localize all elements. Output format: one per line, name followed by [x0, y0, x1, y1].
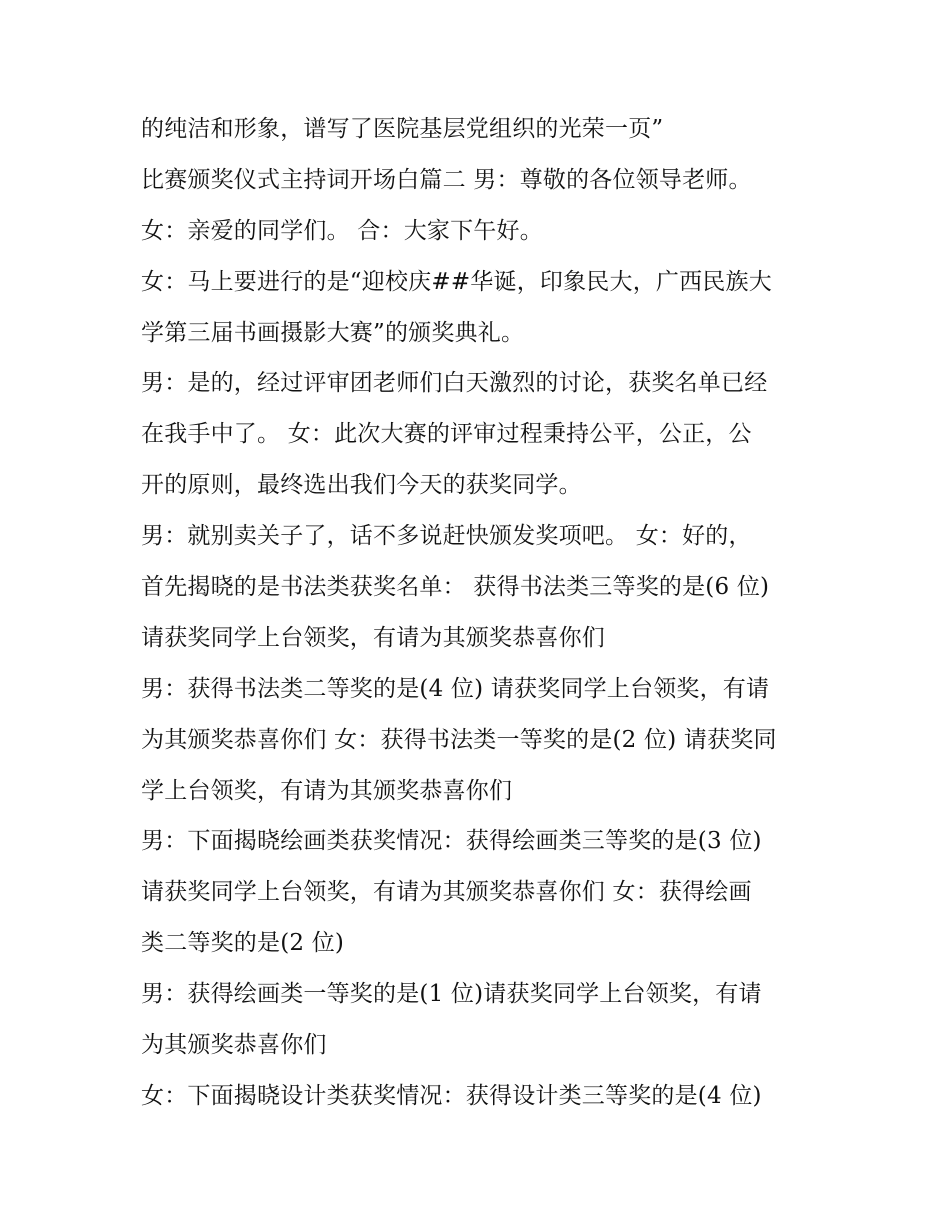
- text-line-2: 比赛颁奖仪式主持词开场白篇二 男：尊敬的各位领导老师。: [141, 166, 752, 193]
- text-line-19: 为其颁奖恭喜你们: [141, 1032, 327, 1059]
- text-line-5: 学第三届书画摄影大赛”的颁奖典礼。: [141, 319, 525, 346]
- text-line-15: 男：下面揭晓绘画类获奖情况：获得绘画类三等奖的是(3 位): [141, 828, 762, 855]
- text-line-17: 类二等奖的是(2 位): [141, 930, 345, 957]
- text-line-6: 男：是的，经过评审团老师们白天激烈的讨论，获奖名单已经: [141, 370, 768, 397]
- text-line-1: 的纯洁和形象，谱写了医院基层党组织的光荣一页”: [141, 116, 664, 142]
- text-line-9: 男：就别卖关子了，话不多说赶快颁发奖项吧。 女：好的，: [141, 523, 752, 550]
- text-line-10: 首先揭晓的是书法类获奖名单： 获得书法类三等奖的是(6 位): [141, 574, 770, 601]
- document-body: [141, 104, 821, 1122]
- text-line-16: 请获奖同学上台领奖，有请为其颁奖恭喜你们 女：获得绘画: [141, 879, 752, 906]
- text-line-14: 学上台领奖，有请为其颁奖恭喜你们: [141, 777, 513, 804]
- text-line-7: 在我手中了。 女：此次大赛的评审过程秉持公平，公正，公: [141, 421, 752, 448]
- text-line-4: 女：马上要进行的是“迎校庆##华诞，印象民大，广西民族大: [141, 268, 772, 295]
- text-line-8: 开的原则，最终选出我们今天的获奖同学。: [141, 472, 582, 499]
- text-line-18: 男：获得绘画类一等奖的是(1 位)请获奖同学上台领奖，有请: [141, 981, 762, 1008]
- text-line-13: 为其颁奖恭喜你们 女：获得书法类一等奖的是(2 位) 请获奖同: [141, 726, 777, 753]
- text-line-12: 男：获得书法类二等奖的是(4 位) 请获奖同学上台领奖，有请: [141, 675, 770, 702]
- text-line-3: 女：亲爱的同学们。 合：大家下午好。: [141, 217, 543, 244]
- text-line-11: 请获奖同学上台领奖，有请为其颁奖恭喜你们: [141, 624, 605, 651]
- text-line-20: 女：下面揭晓设计类获奖情况：获得设计类三等奖的是(4 位): [141, 1082, 762, 1109]
